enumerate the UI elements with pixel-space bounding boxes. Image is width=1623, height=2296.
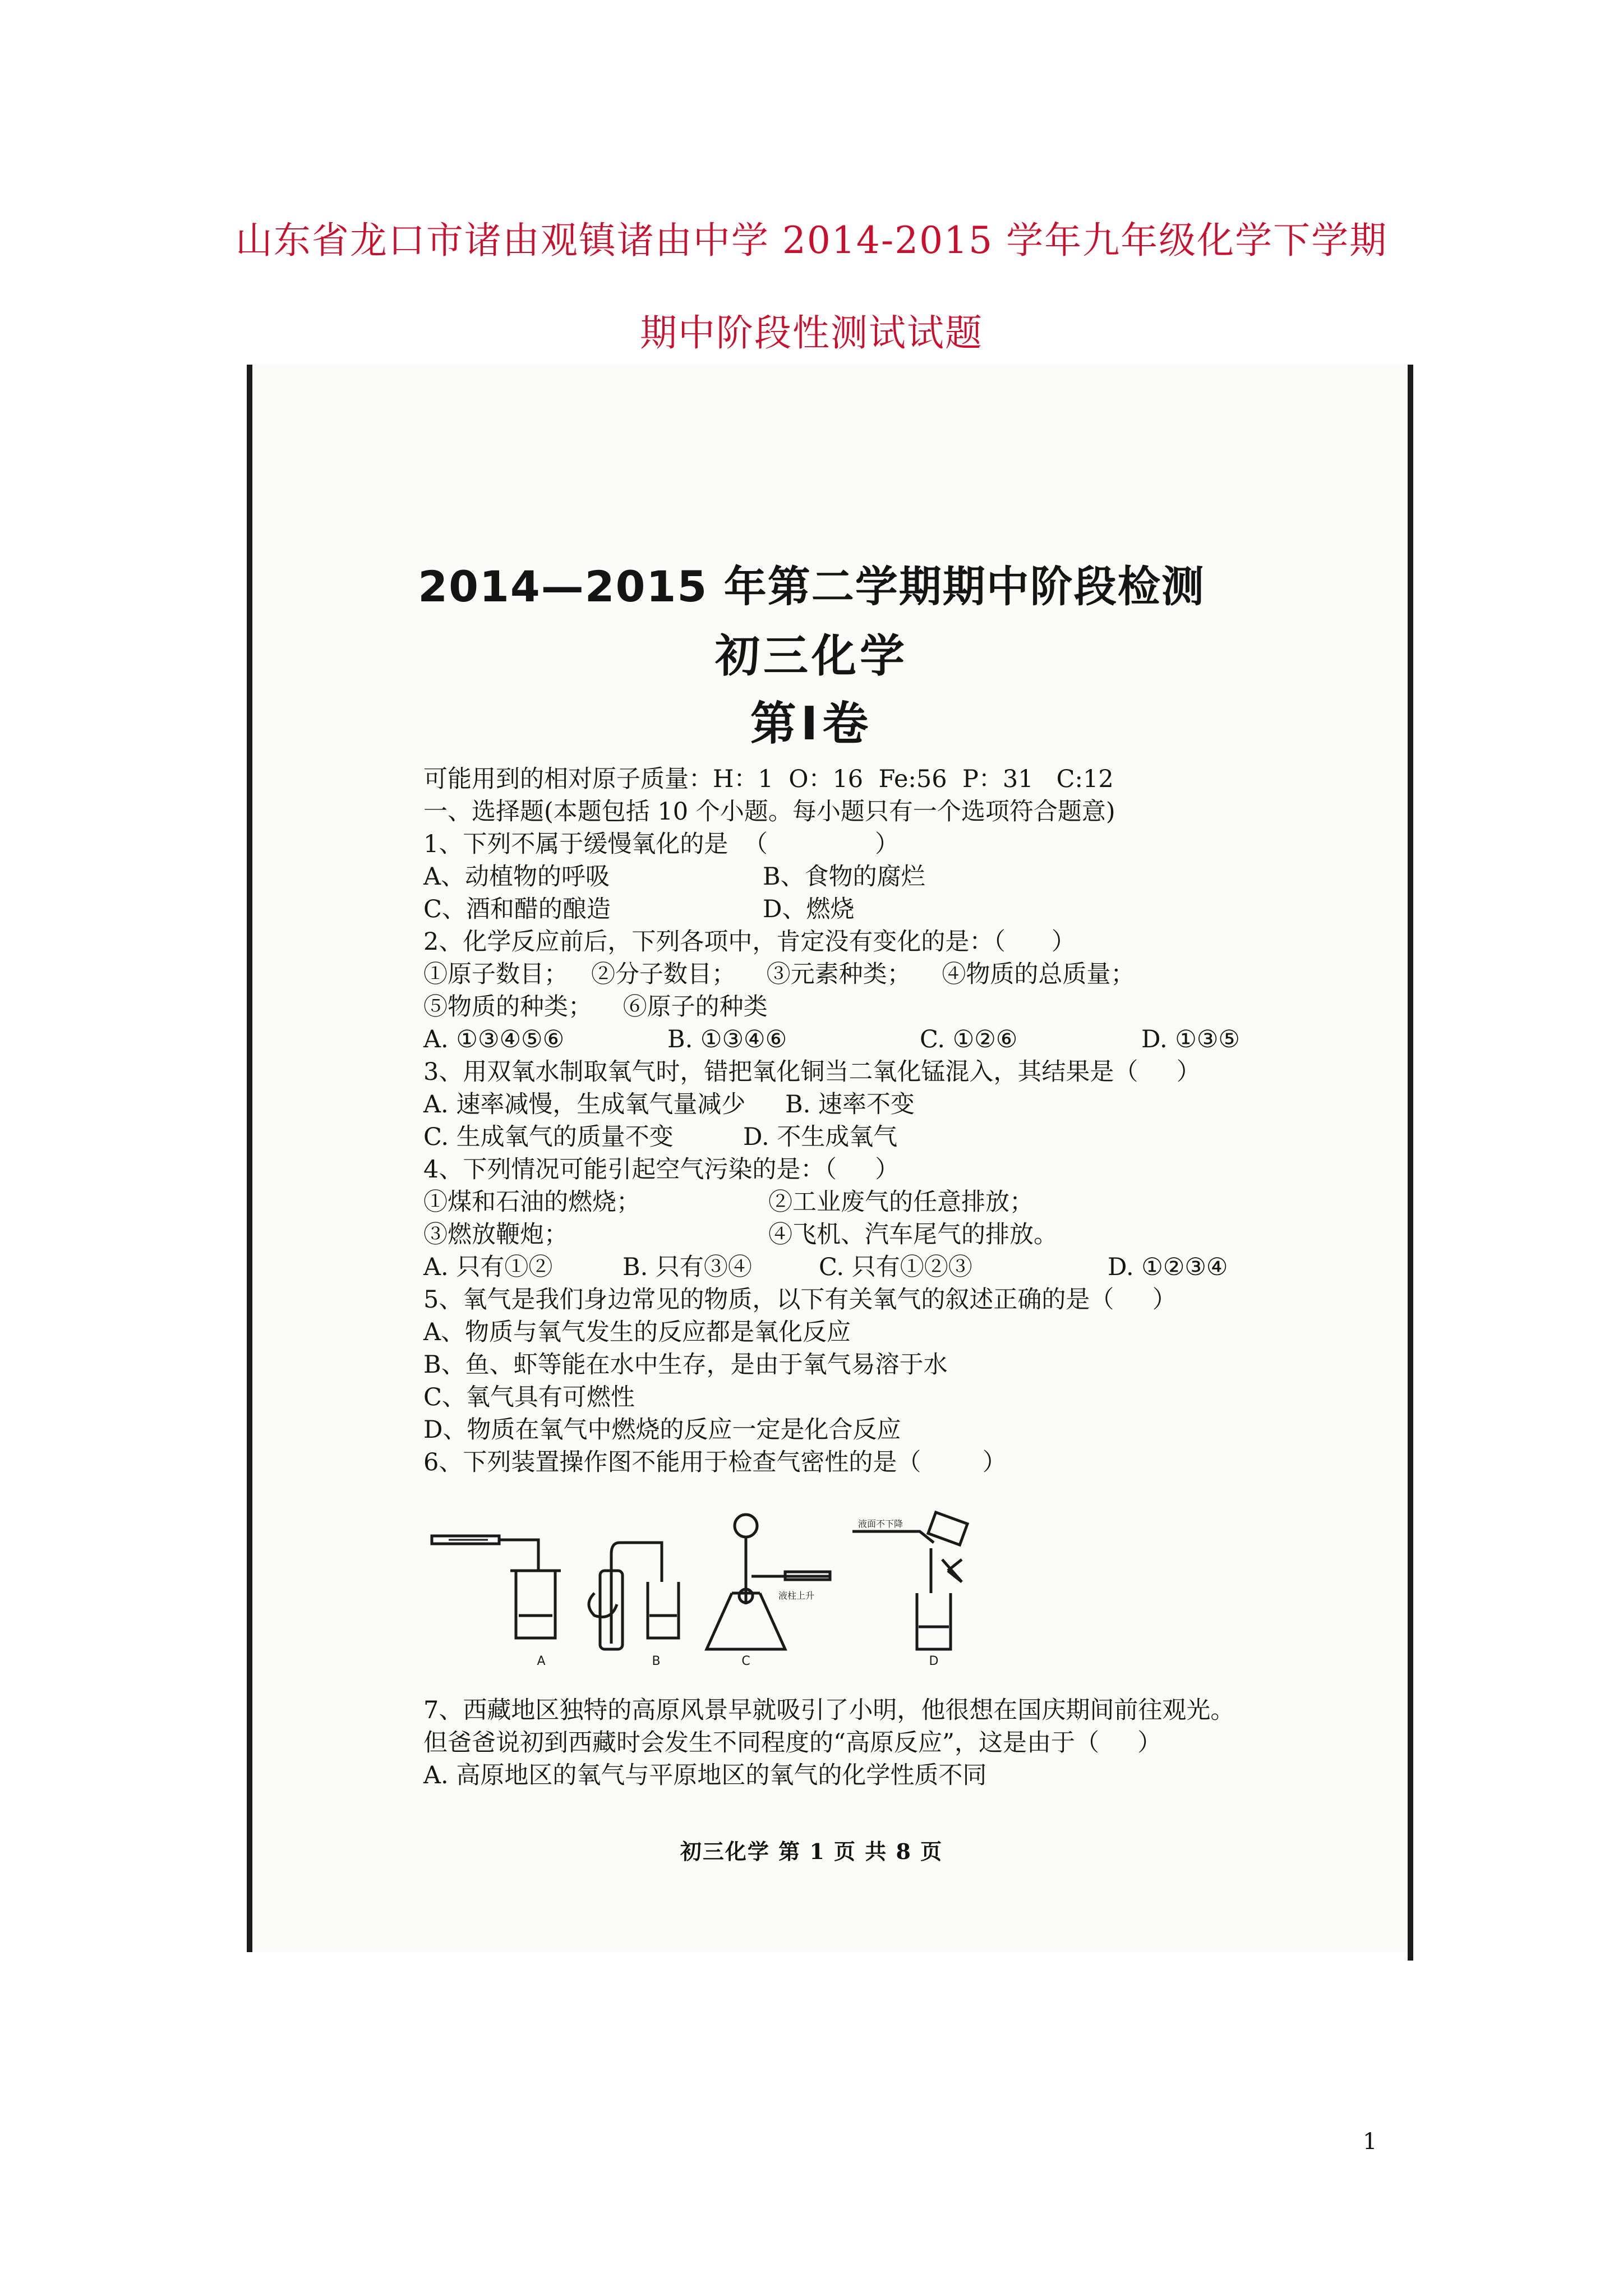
question-2-option-b: B. ①③④⑥ [667, 1025, 787, 1053]
question-3-option-b: B. 速率不变 [785, 1091, 915, 1119]
question-3-option-a: A. 速率减慢，生成氧气量减少 [423, 1091, 746, 1119]
question-7-stem-line1: 7、西藏地区独特的高原风景早就吸引了小明，他很想在国庆期间前往观光。 [423, 1696, 1235, 1724]
question-2-option-c: C. ①②⑥ [920, 1025, 1018, 1053]
apparatus-b [589, 1543, 679, 1649]
question-1-option-c: C、酒和醋的酿造 [423, 895, 611, 923]
question-4-item-4: ④飞机、汽车尾气的排放。 [768, 1221, 1058, 1249]
question-3-stem: 3、用双氧水制取氧气时，错把氧化铜当二氧化锰混入，其结果是（ ） [423, 1058, 1201, 1086]
section-heading: 一、选择题(本题包括 10 个小题。每小题只有一个选项符合题意) [423, 798, 1115, 826]
question-1-option-b: B、食物的腐烂 [763, 863, 925, 891]
question-2-stem: 2、化学反应前后，下列各项中，肯定没有变化的是：（ ） [423, 928, 1076, 956]
question-4-option-d: D. ①②③④ [1108, 1253, 1228, 1281]
question-6-stem: 6、下列装置操作图不能用于检查气密性的是（ ） [423, 1448, 1007, 1476]
question-5-option-d: D、物质在氧气中燃烧的反应一定是化合反应 [423, 1416, 901, 1444]
question-3-option-c: C. 生成氧气的质量不变 [423, 1123, 674, 1151]
question-5-option-a: A、物质与氧气发生的反应都是氧化反应 [423, 1318, 851, 1346]
question-2-items-row2: ⑤物质的种类； ⑥原子的种类 [423, 993, 768, 1021]
question-4-option-a: A. 只有①② [423, 1253, 553, 1281]
document-title-line2: 期中阶段性测试试题 [640, 311, 983, 355]
question-5-option-b: B、鱼、虾等能在水中生存，是由于氧气易溶于水 [423, 1351, 948, 1379]
question-2-items-row1: ①原子数目； ②分子数目； ③元素种类； ④物质的总质量； [423, 960, 1135, 988]
figure-label-a: A [537, 1654, 546, 1668]
question-1-stem: 1、下列不属于缓慢氧化的是 （ ） [423, 830, 900, 858]
question-3-option-d: D. 不生成氧气 [743, 1123, 898, 1151]
figure-label-b: B [652, 1654, 661, 1668]
question-4-item-3: ③燃放鞭炮； [423, 1221, 568, 1249]
question-2-option-d: D. ①③⑤ [1141, 1025, 1240, 1053]
question-4-option-c: C. 只有①②③ [819, 1253, 972, 1281]
document-title-line1: 山东省龙口市诸由观镇诸由中学 2014-2015 学年九年级化学下学期 [235, 219, 1388, 262]
apparatus-c [707, 1515, 830, 1649]
exam-volume: 第Ⅰ卷 [750, 697, 873, 751]
atomic-masses: 可能用到的相对原子质量：H：1 O：16 Fe:56 P：31 C:12 [423, 765, 1114, 793]
apparatus-d [852, 1512, 967, 1649]
question-1-option-d: D、燃烧 [763, 895, 855, 923]
question-5-option-c: C、氧气具有可燃性 [423, 1383, 635, 1411]
question-2-option-a: A. ①③④⑤⑥ [423, 1025, 565, 1053]
question-4-item-1: ①煤和石油的燃烧； [423, 1188, 640, 1216]
question-7-stem-line2: 但爸爸说初到西藏时会发生不同程度的“高原反应”，这是由于（ ） [423, 1729, 1162, 1757]
question-7-option-a: A. 高原地区的氧气与平原地区的氧气的化学性质不同 [423, 1761, 987, 1789]
page-number: 1 [1363, 2129, 1377, 2155]
apparatus-figure [426, 1509, 998, 1672]
exam-subject: 初三化学 [715, 630, 908, 682]
question-4-option-b: B. 只有③④ [623, 1253, 752, 1281]
scan-footer: 初三化学 第 1 页 共 8 页 [680, 1839, 943, 1864]
question-1-option-a: A、动植物的呼吸 [423, 863, 610, 891]
question-4-stem: 4、下列情况可能引起空气污染的是：（ ） [423, 1156, 900, 1184]
figure-label-d: D [929, 1654, 939, 1668]
figure-label-c: C [741, 1654, 750, 1668]
question-4-item-2: ②工业废气的任意排放； [768, 1188, 1034, 1216]
apparatus-a [432, 1536, 561, 1638]
question-5-stem: 5、氧气是我们身边常见的物质，以下有关氧气的叙述正确的是（ ） [423, 1286, 1177, 1314]
figure-note-c: 液柱上升 [778, 1590, 815, 1601]
exam-title: 2014—2015 年第二学期期中阶段检测 [418, 562, 1205, 611]
figure-note-d: 液面不下降 [857, 1519, 903, 1529]
